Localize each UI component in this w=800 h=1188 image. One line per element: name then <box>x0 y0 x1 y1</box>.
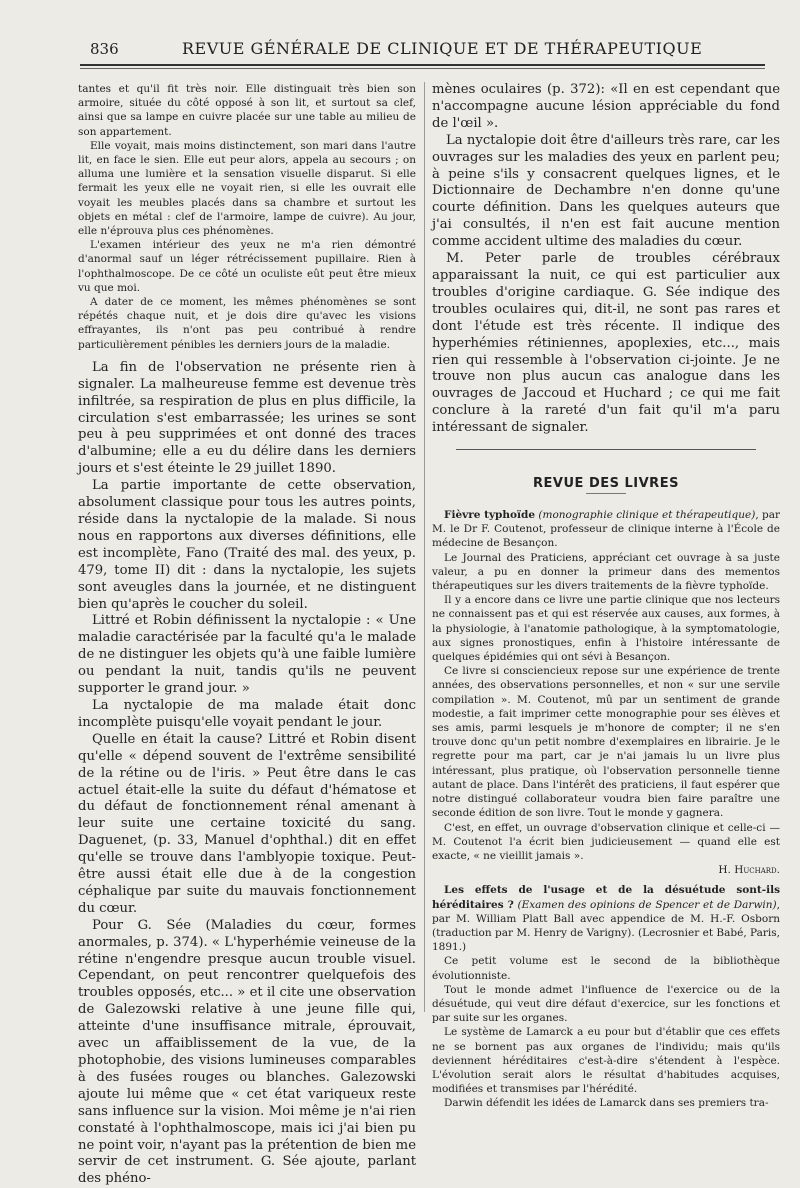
small-paragraph: Le Journal des Praticiens, appréciant cet ouvrage à sa juste valeur, a pu en donner la primeur dans des mementos thérapeutiques sur les divers traitements de la fièvre typhoïde. <box>432 551 780 593</box>
review-citation: , par M. William Platt Ball avec appendice de M. H.-F. Osborn (traduction par M. Henry de Varigny). (Lecrosnier et Babé, Paris, 1891.) <box>432 898 780 954</box>
small-paragraph: A dater de ce moment, les mêmes phénomènes se sont répétés chaque nuit, et je dois dire qu'avec les visions effrayantes, ils n'ont pas peu contribué à rendre particulièrement pénibles les derniers jours de la maladie. <box>78 296 416 351</box>
paragraph: La fin de l'observation ne présente rien à signaler. La malheureuse femme est devenue très infiltrée, sa respiration de plus en plus difficile, la circulation s'est embarrassée; les urines se sont peu à peu supprimées et ont donné des traces d'albumine; elle a eu du délire dans les derniers jours et s'est éteinte le 29 juillet 1890. <box>78 359 416 477</box>
header-rule-thin <box>80 68 765 69</box>
header-rule <box>80 64 765 66</box>
review-citation: , par M. le Dr F. Coutenot, professeur de clinique interne à l'École de médecine de Besançon. <box>432 509 780 550</box>
paragraph: M. Peter parle de troubles cérébraux apparaissant la nuit, ce qui est particulier aux troubles d'origine cardiaque. G. Sée indique des troubles oculaires qui, dit-il, ne sont pas rares et dont l'étude est très récente. Il indique des hyperhémies rétiniennes, apoplexies, etc..., mais rien qui ressemble à l'observation ci-jointe. Je ne trouve non plus aucun cas analogue dans les ouvrages de Jaccoud et Huchard ; ce qui me fait conclure à la rareté d'un fait qu'il m'a paru intéressant de signaler. <box>432 251 780 436</box>
review-signature: H. Huchard. <box>718 864 780 877</box>
column-divider <box>424 82 425 1012</box>
review-heading <box>432 508 780 551</box>
paragraph: La partie importante de cette observation, absolument classique pour tous les autres points, réside dans la nyctalopie de la malade. Si nous nous en rapportons aux diverses définitions, elle est incomplète, Fano (Traité des mal. des yeux, p. 479, tome II) dit : dans la nyctalopie, les sujets sont aveugles dans la journée, et ne distinguent bien qu'après le coucher du soleil. <box>78 478 416 612</box>
left-column <box>78 82 416 1187</box>
observation-excerpt <box>78 82 416 352</box>
small-paragraph: Ce petit volume est le second de la bibliothèque évolutionniste. <box>432 955 780 982</box>
book-review-heredity <box>432 883 780 1110</box>
small-paragraph: C'est, en effet, un ouvrage d'observation clinique et celle-ci — M. Coutenot l'a écrit bien judicieusement — quand elle est exacte, « ne vieillit jamais ». <box>432 821 780 862</box>
paragraph: La nyctalopie doit être d'ailleurs très rare, car les ouvrages sur les maladies des yeux en parlent peu; à peine s'ils y consacrent quelques lignes, et le Dictionnaire de Dechambre n'en donne qu'une courte définition. Dans les quelques auteurs que j'ai consultés, il n'en est fait aucune mention comme accident ultime des maladies du cœur. <box>432 132 780 250</box>
small-paragraph: Le système de Lamarck a eu pour but d'établir que ces effets ne se bornent pas aux organes de l'individu; mais qu'ils deviennent héréditaires c'est-à-dire s'étendent à l'espèce. L'évolution serait alors le résultat d'habitudes acquises, modifiées et transmises par l'hérédité. <box>432 1026 780 1096</box>
book-review-typhoid <box>432 508 780 877</box>
small-paragraph: Ce livre si consciencieux repose sur une expérience de trente années, des observations personnelles, et non « sur une servile compilation ». M. Coutenot, mû par un sentiment de grande modestie, a fait imprimer cette monographie pour ses élèves et ses amis, parmi lesquels je m'honore de compter; il ne s'en trouve donc qu'un petit nombre d'exemplaires en librairie. Je le regrette pour ma part, car je n'ai jamais lu un livre plus intéressant, plus pratique, où l'observation personnelle tienne autant de place. Dans l'intérêt des praticiens, il faut espérer que notre distingué collaborateur voudra bien faire paraître une seconde édition de son livre. Tout le monde y gagnera. <box>432 665 780 820</box>
running-title: REVUE GÉNÉRALE DE CLINIQUE ET DE THÉRAPEUTIQUE <box>182 39 703 58</box>
small-paragraph: L'examen intérieur des yeux ne m'a rien démontré d'anormal sauf un léger rétrécissement pupillaire. Rien à l'ophthalmoscope. De ce côté un oculiste eût peut être mieux vu que moi. <box>78 239 416 294</box>
review-title: Fièvre typhoïde <box>444 509 536 522</box>
review-subtitle: (Examen des opinions de Spencer et de Darwin) <box>517 898 777 911</box>
review-subtitle: (monographie clinique et thérapeutique) <box>538 509 756 522</box>
right-column <box>432 82 780 1110</box>
paragraph: Pour G. Sée (Maladies du cœur, formes anormales, p. 374). « L'hyperhémie veineuse de la rétine n'engendre presque aucun trouble visuel. Cependant, on peut rencontrer quelquefois des troubles opposés, etc... » et il cite une observation de Galezowski relative à une jeune fille qui, atteinte d'une insuffisance mitrale, éprouvait, avec un affaiblissement de la vue, de la photophobie, des visions lumineuses comparables à des fusées rouges ou blanches. Galezowski ajoute lui même que « cet état variqueux reste sans influence sur la vision. Moi même je n'ai rien constaté à l'ophthalmoscope, mais ici j'ai bien pu ne point voir, n'ayant pas la prétention de bien me servir de cet instrument. G. Sée ajoute, parlant des phéno- <box>78 917 416 1187</box>
small-paragraph: Darwin défendit les idées de Lamarck dans ses premiers tra- <box>444 1097 769 1110</box>
discussion-continued <box>432 82 780 437</box>
section-title: REVUE DES LIVRES <box>533 476 679 492</box>
paragraph: Littré et Robin définissent la nyctalopie : « Une maladie caractérisée par la faculté qu'a le malade de ne distinguer les objets qu'à une faible lumière ou pendant la nuit, tandis qu'ils ne peuvent supporter le grand jour. » <box>78 613 416 697</box>
discussion-text <box>78 360 416 1188</box>
paragraph: mènes oculaires (p. 372): «Il en est cependant que n'accompagne aucune lésion appréciable du fond de l'œil ». <box>432 82 780 131</box>
review-heading <box>432 883 780 954</box>
review-title: Les effets de l'usage et de la désuétude sont-ils héréditaires ? <box>432 884 780 911</box>
paragraph: La nyctalopie de ma malade était donc incomplète puisqu'elle voyait pendant le jour. <box>78 697 416 730</box>
small-paragraph: Elle voyait, mais moins distinctement, son mari dans l'autre lit, en face le sien. Elle eut peur alors, appela au secours ; on alluma une lumière et la sensation visuelle disparut. Si elle fermait les yeux elle ne voyait rien, si elle les ouvrait elle voyait les meubles placés dans sa chambre et surtout les objets en métal : clef de l'armoire, lampe de cuivre). Au jour, elle n'éprouva plus ces phénomènes. <box>78 139 416 238</box>
small-paragraph: Il y a encore dans ce livre une partie clinique que nos lecteurs ne connaissent pas et qui est réservée aux causes, aux formes, à la physiologie, à l'anatomie pathologique, à la symptomatologie, aux signes pronostiques, enfin à l'histoire intéressante de quelques épidémies qui ont sévi à Besançon. <box>432 594 780 664</box>
small-paragraph: tantes et qu'il fit très noir. Elle distinguait très bien son armoire, située du côté opposé à son lit, et surtout sa clef, ainsi que sa lampe en cuivre placée sur une table au milieu de son appartement. <box>78 83 416 138</box>
small-paragraph: Tout le monde admet l'influence de l'exercice ou de la désuétude, qui veut dire défaut d'exercice, sur les fonctions et par suite sur les organes. <box>432 983 780 1025</box>
page-number: 836 <box>90 40 119 58</box>
paragraph: Quelle en était la cause? Littré et Robin disent qu'elle « dépend souvent de l'extrême sensibilité de la rétine ou de l'iris. » Peut être dans le cas actuel était-elle la suite du défaut d'hématose et du défaut de fonctionnement rénal amenant à leur suite une certaine toxicité du sang. Daguenet, (p. 33, Manuel d'ophthal.) dit en effet qu'elle se trouve dans l'amblyopie toxique. Peut-être aussi était elle due à de la congestion céphalique par suite du mauvais fonctionnement du cœur. <box>78 731 416 916</box>
section-separator <box>456 449 756 450</box>
title-ornament <box>586 493 626 494</box>
page-header <box>82 36 762 66</box>
